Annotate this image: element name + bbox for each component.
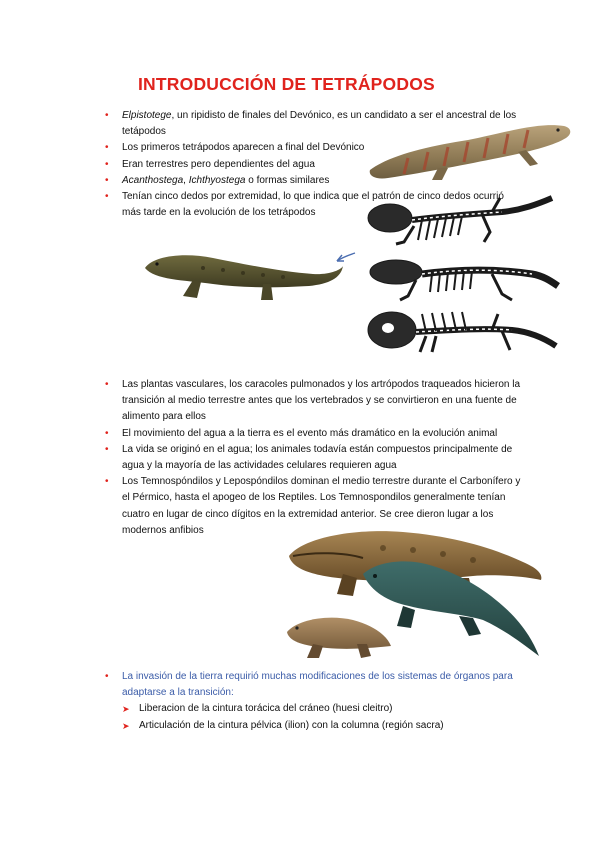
list-item: • La vida se originó en el agua; los animales todavía están compuestos principalmente de agua y la mayoría de las actividades celulares requieren agua (105, 443, 513, 472)
bullet-icon: • (105, 427, 109, 439)
list-item: • Los Temnospóndilos y Lepospóndilos dominan el medio terrestre durante el Carbonífero y el Pérmico, hasta el apogeo de los Reptiles. Los Temnospondilos generalmente tenían cuatro en lugar de cinco dígitos en la extremidad anterior. Se cree dieron lugar a los modernos anfibios (105, 476, 521, 536)
list-item: • Acanthostega, Ichthyostega o formas similares (105, 173, 525, 189)
bullet-icon: • (105, 158, 109, 170)
sub-list (122, 701, 525, 733)
bullet-icon: • (105, 110, 109, 121)
list-item: • Tenían cinco dedos por extremidad, lo que indica que el patrón de cinco dedos ocurrió más tarde en la evolución de los tetrápodos (105, 191, 504, 219)
bullet-icon: • (105, 142, 109, 154)
list-item: • La invasión de la tierra requirió muchas modificaciones de los sistemas de órganos para adaptarse a la transición: ➤ Liberacion de la cintura torácica del cráneo (huesi cleitro) ➤ Articulación de la cintura pélvica (ilion) con la columna (región sacra) (105, 669, 525, 734)
temnospondyls-illustration (283, 522, 547, 664)
skeleton-3 (368, 312, 556, 352)
bullet-icon: • (105, 476, 109, 488)
bullet-icon: • (105, 379, 109, 390)
bullet-list-transition (105, 377, 525, 539)
list-item: • Eran terrestres pero dependientes del agua (105, 157, 525, 173)
bullet-icon: • (105, 174, 109, 186)
list-item: • Elpistotege, un ripidisto de finales del Devónico, es un candidato a ser el ancestral de los tetápodos (105, 110, 517, 138)
list-item: • Las plantas vasculares, los caracoles pulmonados y los artrópodos traqueados hicieron la transición al medio terrestre antes que los vertebrados y se convirtieron en una fuente de alimento para ellos (105, 379, 521, 423)
bullet-icon: • (105, 443, 109, 455)
page-title: INTRODUCCIÓN DE TETRÁPODOS (138, 74, 435, 94)
list-item: • El movimiento del agua a la tierra es el evento más dramático en la evolución animal (105, 426, 525, 442)
arrowhead-icon: ➤ (122, 704, 130, 715)
skeleton-2 (370, 260, 558, 300)
early-tetrapod-illustration (143, 246, 345, 304)
bullet-list-modifications (105, 669, 525, 734)
sub-list-item: ➤ Articulación de la cintura pélvica (ilion) con la columna (región sacra) (122, 718, 525, 734)
bullet-list-intro (105, 108, 525, 221)
sub-list-item: ➤ Liberacion de la cintura torácica del cráneo (huesi cleitro) (122, 701, 525, 717)
list-item: • Los primeros tetrápodos aparecen a final del Devónico (105, 140, 525, 156)
arrowhead-icon: ➤ (122, 720, 130, 731)
bullet-icon: • (105, 191, 109, 203)
bullet-icon: • (105, 671, 109, 682)
